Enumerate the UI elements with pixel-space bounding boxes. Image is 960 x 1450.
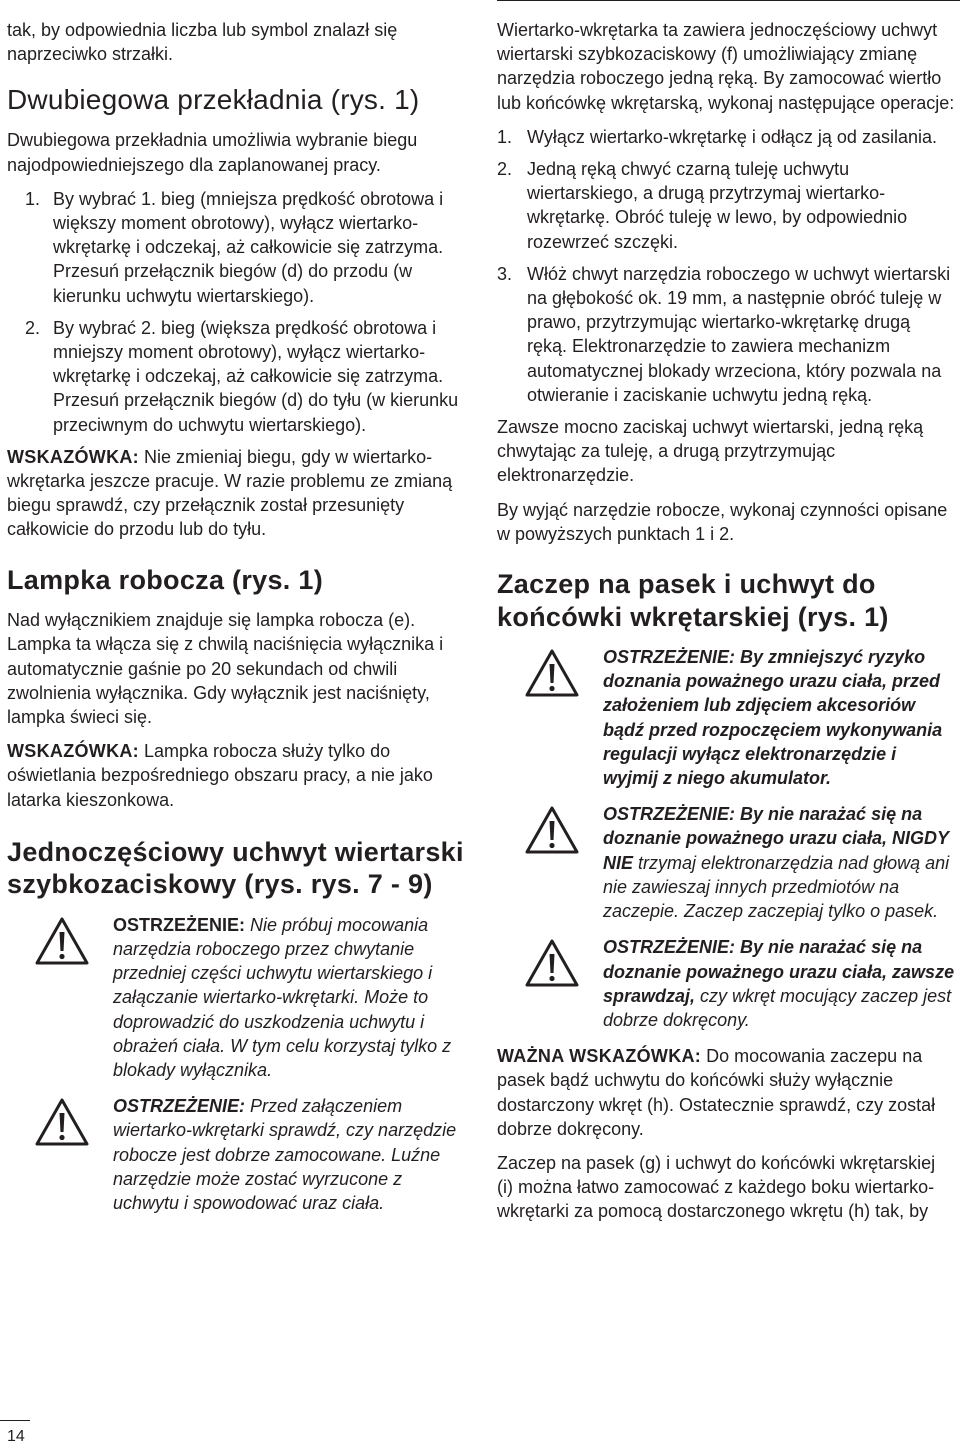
clip-warning-1: OSTRZEŻENIE: By zmniejszyć ryzyko doznania poważnego urazu ciała, przed założeniem lub zdjęciem akcesoriów bądź przed rozpoczęciem wykonywania regulacji wyłącz elektronarzędzie i wyjmij z niego akumulator. xyxy=(497,645,955,790)
chuck-warning-2: OSTRZEŻENIE: Przed załączeniem wiertarko-wkrętarki sprawdź, czy narzędzie robocze jest dobrze zamocowane. Luźne narzędzie może zostać wyrzucone z uchwytu i spowodować uraz ciała. xyxy=(7,1094,467,1215)
warning-triangle-icon xyxy=(35,1098,89,1146)
clip-warning-3: OSTRZEŻENIE: By nie narażać się na doznanie poważnego urazu ciała, zawsze sprawdzaj, czy wkręt mocujący zaczep jest dobrze dokręcony. xyxy=(497,935,955,1032)
list-item: 2. By wybrać 2. bieg (większa prędkość obrotowa i mniejszy moment obrotowy), wyłącz wiertarko-wkrętarkę i odczekaj, aż całkowicie się zatrzyma. Przesuń przełącznik biegów (d) do tyłu (w kierunku przeciwnym do uchwytu wiertarskiego). xyxy=(25,317,459,435)
chuck-heading: Jednoczęściowy uchwyt wiertarski szybkozaciskowy (rys. rys. 7 - 9) xyxy=(7,836,464,900)
clip-heading: Zaczep na pasek i uchwyt do końcówki wkrętarskiej (rys. 1) xyxy=(497,569,889,632)
list-item: 1. By wybrać 1. bieg (mniejsza prędkość obrotowa i większy moment obrotowy), wyłącz wiertarko-wkrętarkę i odczekaj, aż całkowicie się zatrzyma. Przesuń przełącznik biegów (d) do przodu (w kierunku uchwytu wiertarskiego). xyxy=(25,188,444,306)
lamp-text: Nad wyłącznikiem znajduje się lampka robocza (e). Lampka ta włącza się z chwilą naciśnięcia wyłącznika i automatycznie gaśnie po 20 sekundach od chwili zwolnienia wyłącznika. Gdy wyłącznik jest naciśnięty, lampka świeci się. xyxy=(7,610,444,727)
top-rule xyxy=(497,0,960,1)
warning-triangle-icon xyxy=(35,917,89,965)
chuck-intro: Wiertarko-wkrętarka ta zawiera jednoczęściowy uchwyt wiertarski szybkozaciskowy (f) umożliwiający zmianę narzędzia roboczego jedną ręką. By zamocować wiertło lub końcówkę wkrętarską, wykonaj następujące operacje: xyxy=(497,20,955,113)
lamp-note: WSKAZÓWKA: Lampka robocza służy tylko do oświetlania bezpośredniego obszaru pracy, a nie jako latarka kieszonkowa. xyxy=(7,741,433,810)
clip-mount-text: Zaczep na pasek (g) i uchwyt do końcówki wkrętarskiej (i) można łatwo zamocować z każdego boku wiertarko-wkrętarki za pomocą dostarczonego wkrętu (h) tak, by xyxy=(497,1152,936,1222)
chuck-warning-1: OSTRZEŻENIE: Nie próbuj mocowania narzędzia roboczego przez chwytanie przedniej części uchwytu wiertarskiego i załączanie wiertarko-wkrętarki. Może to doprowadzić do uszkodzenia uchwytu i obrażeń ciała. W tym celu korzystaj tylko z blokady wyłącznika. xyxy=(7,913,467,1082)
chuck-tighten-text: Zawsze mocno zaciskaj uchwyt wiertarski, jedną ręką chwytając za tuleję, a drugą przytrzymując elektronarzędzie. xyxy=(497,417,924,486)
gear-note: WSKAZÓWKA: Nie zmieniaj biegu, gdy w wiertarko-wkrętarka jeszcze pracuje. W razie problemu ze zmianą biegu sprawdź, czy przełącznik został przesunięty całkowicie do przodu lub do tyłu. xyxy=(7,446,453,540)
warning-triangle-icon xyxy=(525,806,579,854)
left-column xyxy=(7,18,467,1227)
right-column xyxy=(497,18,955,1234)
clip-warning-2: OSTRZEŻENIE: By nie narażać się na doznanie poważnego urazu ciała, NIGDY NIE trzymaj elektronarzędzia nad głową ani nie zawieszaj innych przedmiotów na zaczepie. Zaczep zaczepiaj tylko o pasek. xyxy=(497,802,955,923)
chuck-steps xyxy=(497,125,955,407)
gear-steps xyxy=(7,187,467,437)
clip-note: WAŻNA WSKAZÓWKA: Do mocowania zaczepu na pasek bądź uchwytu do końcówki służy wyłącznie dostarczony wkręt (h). Ostatecznie sprawdź, czy został dobrze dokręcony. xyxy=(497,1046,936,1139)
list-item: 2. Jedną ręką chwyć czarną tuleję uchwytu wiertarskiego, a drugą przytrzymaj wiertarko-wkrętarkę. Obróć tuleję w lewo, by odpowiednio rozewrzeć szczęki. xyxy=(497,159,908,252)
gear-intro: Dwubiegowa przekładnia umożliwia wybranie biegu najodpowiedniejszego dla zaplanowanej pracy. xyxy=(7,130,418,175)
gear-heading: Dwubiegowa przekładnia (rys. 1) xyxy=(7,84,420,116)
list-item: 1. Wyłącz wiertarko-wkrętarkę i odłącz ją od zasilania. xyxy=(497,126,937,147)
warning-triangle-icon xyxy=(525,649,579,697)
warning-triangle-icon xyxy=(525,939,579,987)
chuck-remove-text: By wyjąć narzędzie robocze, wykonaj czynności opisane w powyższych punktach 1 i 2. xyxy=(497,499,948,544)
list-item: 3. Włóż chwyt narzędzia roboczego w uchwyt wiertarski na głębokość ok. 19 mm, a następnie obróć tuleję w prawo, przytrzymując wiertarko-wkrętarkę drugą ręką. Elektronarzędzie to zawiera mechanizm automatycznej blokady wrzeciona, który pozwala na otwieranie i zaciskanie uchwytu jedną ręką. xyxy=(497,263,951,405)
lamp-heading: Lampka robocza (rys. 1) xyxy=(7,564,324,595)
intro-continuation: tak, by odpowiednia liczba lub symbol znalazł się naprzeciwko strzałki. xyxy=(7,20,398,65)
page-number: 14 xyxy=(7,1428,25,1445)
page-number-rule xyxy=(0,1420,30,1421)
